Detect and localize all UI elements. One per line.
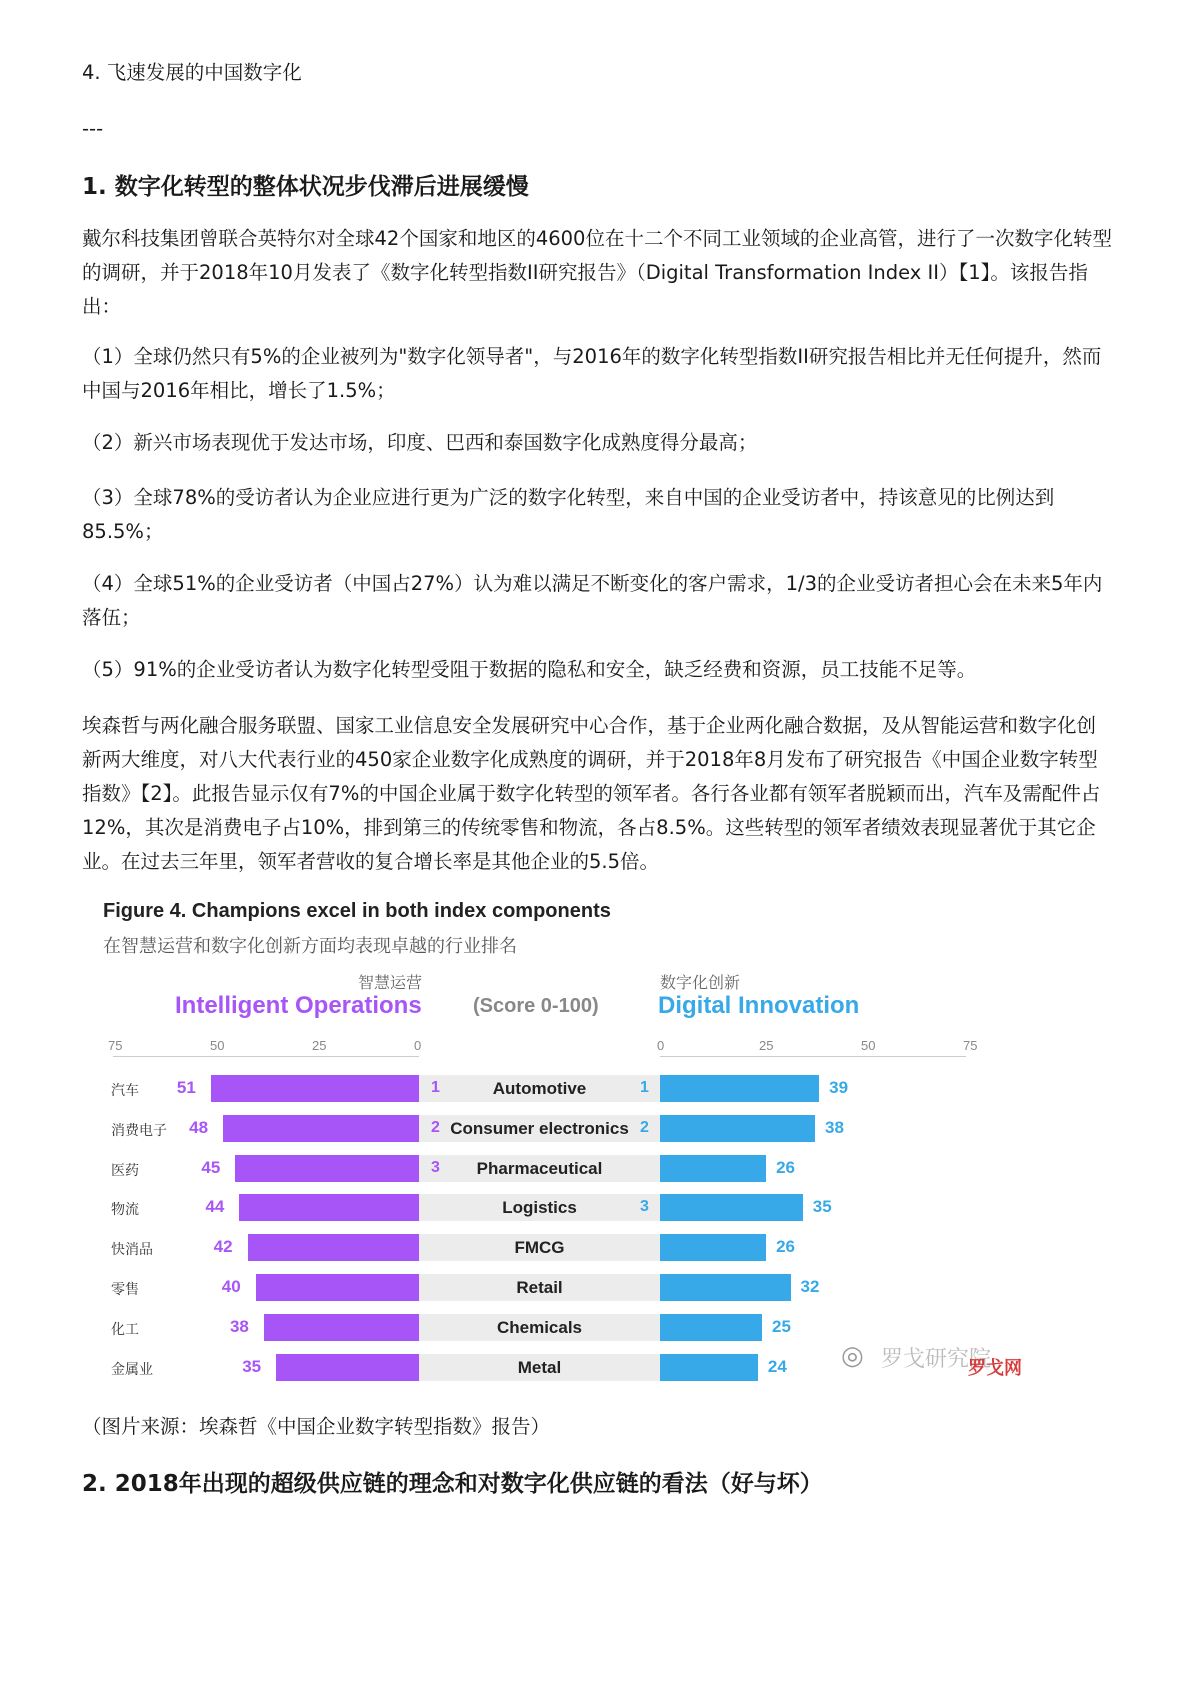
- figure-4: [103, 900, 1113, 1510]
- right-bar: [660, 1075, 819, 1102]
- right-bar: [660, 1115, 815, 1142]
- right-panel-en: Digital Innovation: [658, 992, 860, 1019]
- right-value-label: 25: [772, 1316, 791, 1336]
- right-bar: [660, 1314, 762, 1341]
- right-rank: 3: [640, 1198, 649, 1216]
- left-bar: [239, 1194, 419, 1221]
- left-value-label: 48: [189, 1117, 209, 1137]
- right-bar: [660, 1155, 766, 1182]
- category-cn-label: 零售: [111, 1281, 139, 1297]
- accenture-paragraph: 埃森哲与两化融合服务联盟、国家工业信息安全发展研究中心合作，基于企业两化融合数据，及从智能运营和数字化创新两大维度，对八大代表行业的450家企业数字化成熟度的调研，并于2018年8月发布了研究报告《中国企业数字转型指数》【2】。此报告显示仅有7%的中国企业属于数字化转型的领军者。各行各业都有领军者脱颖而出，汽车及需配件占12%，其次是消费电子占10%，排到第三的传统零售和物流，各占8.5%。这些转型的领军者绩效表现显著优于其它企业。在过去三年里，领军者营收的复合增长率是其他企业的5.5倍。: [82, 714, 1101, 873]
- left-value-label: 51: [176, 1078, 196, 1097]
- right-bar: [660, 1234, 766, 1261]
- right-rank: 1: [640, 1079, 649, 1096]
- category-cn-label: 消费电子: [111, 1121, 167, 1138]
- right-axis-tick: 0: [657, 1038, 665, 1053]
- right-axis-tick: 75: [963, 1038, 978, 1053]
- left-axis-tick: 25: [312, 1038, 327, 1053]
- category-label: Logistics: [502, 1198, 577, 1218]
- left-value-label: 38: [229, 1316, 249, 1336]
- left-bar: [276, 1354, 419, 1381]
- right-value-label: 38: [825, 1117, 844, 1137]
- right-axis-tick: 25: [759, 1038, 774, 1053]
- right-axis-tick: 50: [861, 1038, 876, 1053]
- left-bar: [248, 1234, 419, 1261]
- left-rank: 3: [431, 1158, 440, 1176]
- left-bar: [256, 1274, 419, 1301]
- right-panel-cn: 数字化创新: [660, 975, 741, 992]
- category-label: FMCG: [514, 1238, 565, 1258]
- right-value-label: 26: [776, 1157, 795, 1177]
- left-bar: [235, 1155, 419, 1182]
- section-1-heading: 1. 数字化转型的整体状况步伐滞后进展缓慢: [82, 174, 529, 200]
- section-1-intro: 戴尔科技集团曾联合英特尔对全球42个国家和地区的4600位在十二个不同工业领域的企业高管，进行了一次数字化转型的调研，并于2018年10月发表了《数字化转型指数II研究报告》（Digital Transformation Index II）【1】。该报告指出：: [82, 227, 1112, 318]
- left-value-label: 42: [213, 1237, 233, 1257]
- right-value-label: 32: [800, 1277, 820, 1296]
- left-panel-cn: 智慧运营: [358, 975, 423, 992]
- category-cn-label: 金属业: [111, 1360, 153, 1377]
- score-label: (Score 0-100): [473, 995, 599, 1017]
- watermark-logo: 罗戈网: [968, 1358, 1022, 1378]
- left-rank: 2: [431, 1118, 440, 1136]
- right-value-label: 39: [829, 1078, 849, 1097]
- category-label: Pharmaceutical: [476, 1158, 603, 1178]
- left-value-label: 44: [205, 1197, 225, 1217]
- left-value-label: 35: [242, 1356, 262, 1376]
- left-axis-line: [113, 1056, 419, 1057]
- left-bar: [264, 1314, 419, 1341]
- right-rank: 2: [640, 1118, 649, 1136]
- category-cn-label: 化工: [111, 1320, 139, 1337]
- watermark-text: 罗戈研究院: [881, 1346, 992, 1371]
- separator: ---: [82, 117, 104, 140]
- left-axis-tick: 75: [108, 1038, 123, 1053]
- category-label: Automotive: [492, 1079, 587, 1098]
- left-value-label: 40: [221, 1277, 241, 1296]
- right-bar: [660, 1354, 758, 1381]
- category-cn-label: 医药: [111, 1161, 139, 1178]
- figure-subtitle: 在智慧运营和数字化创新方面均表现卓越的行业排名: [103, 936, 517, 956]
- left-rank: 1: [431, 1079, 440, 1096]
- left-axis-tick: 50: [210, 1038, 225, 1053]
- category-cn-label: 汽车: [111, 1082, 139, 1098]
- left-panel-en: Intelligent Operations: [175, 992, 422, 1019]
- category-label: Chemicals: [496, 1317, 583, 1337]
- category-label: Retail: [516, 1278, 563, 1297]
- figure-caption: （图片来源：埃森哲《中国企业数字转型指数》报告）: [82, 1415, 551, 1438]
- left-bar: [223, 1115, 419, 1142]
- category-label: Consumer electronics: [450, 1118, 629, 1138]
- category-cn-label: 快消品: [111, 1241, 153, 1258]
- category-cn-label: 物流: [111, 1201, 139, 1218]
- right-axis-line: [660, 1056, 966, 1057]
- category-label: Metal: [517, 1357, 562, 1377]
- left-value-label: 45: [201, 1157, 221, 1177]
- toc-item: 4. 飞速发展的中国数字化: [82, 61, 302, 84]
- right-bar: [660, 1194, 803, 1221]
- left-axis-tick: 0: [414, 1038, 422, 1053]
- point-5: （5）91%的企业受访者认为数字化转型受阻于数据的隐私和安全，缺乏经费和资源，员工技能不足等。: [82, 658, 977, 681]
- figure-title: Figure 4. Champions excel in both index components: [103, 900, 611, 922]
- left-bar: [211, 1075, 419, 1102]
- point-3: （3）全球78%的受访者认为企业应进行更为广泛的数字化转型，来自中国的企业受访者中，持该意见的比例达到85.5%；: [82, 486, 1055, 543]
- point-4: （4）全球51%的企业受访者（中国占27%）认为难以满足不断变化的客户需求，1/3的企业受访者担心会在未来5年内落伍；: [82, 572, 1103, 629]
- right-value-label: 24: [767, 1356, 787, 1376]
- right-bar: [660, 1274, 791, 1301]
- right-value-label: 26: [776, 1237, 795, 1257]
- wechat-icon: ◎: [841, 1340, 864, 1370]
- section-2-heading: 2. 2018年出现的超级供应链的理念和对数字化供应链的看法（好与坏）: [82, 1471, 823, 1497]
- point-2: （2）新兴市场表现优于发达市场，印度、巴西和泰国数字化成熟度得分最高；: [82, 431, 758, 454]
- point-1: （1）全球仍然只有5%的企业被列为"数字化领导者"，与2016年的数字化转型指数II研究报告相比并无任何提升，然而中国与2016年相比，增长了1.5%；: [82, 345, 1102, 402]
- right-value-label: 35: [812, 1197, 832, 1217]
